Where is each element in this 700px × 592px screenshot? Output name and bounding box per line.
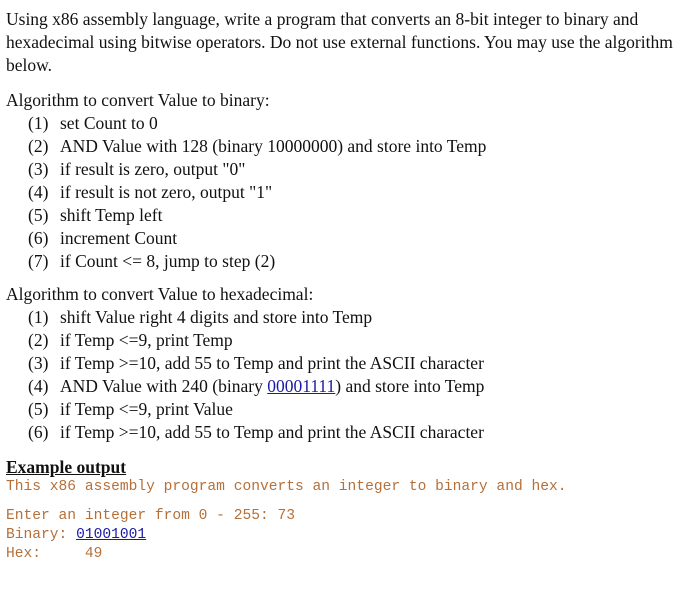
binary-algorithm <box>6 89 694 273</box>
list-item <box>28 135 694 158</box>
binary-label: Binary: <box>6 527 77 543</box>
step-number: (4) <box>28 376 49 396</box>
step-text: if result is zero, output "0" <box>60 159 246 179</box>
step-text: if Temp >=10, add 55 to Temp and print the ASCII character <box>60 353 484 373</box>
step-text-after: ) and store into Temp <box>335 376 485 396</box>
step-number: (1) <box>28 307 49 327</box>
document-page <box>6 8 694 564</box>
list-item <box>28 421 694 444</box>
list-item <box>28 158 694 181</box>
step-number: (2) <box>28 330 49 350</box>
step-text: if Count <= 8, jump to step (2) <box>60 251 276 271</box>
example-output-section <box>6 456 694 564</box>
step-number: (4) <box>28 182 49 202</box>
list-item <box>28 352 694 375</box>
step-number: (6) <box>28 422 49 442</box>
hex-steps-list <box>6 306 694 444</box>
list-item <box>28 227 694 250</box>
list-item <box>28 329 694 352</box>
list-item <box>28 112 694 135</box>
hex-algorithm <box>6 283 694 444</box>
step-text: if Temp >=10, add 55 to Temp and print the ASCII character <box>60 422 484 442</box>
step-text: AND Value with 128 (binary 10000000) and store into Temp <box>60 136 487 156</box>
step-number: (1) <box>28 113 49 133</box>
step-number: (3) <box>28 159 49 179</box>
step-text: increment Count <box>60 228 178 248</box>
hex-label: Hex: <box>6 546 85 562</box>
example-prompt-line: Enter an integer from 0 - 255: 73 <box>6 508 296 524</box>
list-item <box>28 375 694 398</box>
intro-paragraph: Using x86 assembly language, write a program that converts an 8-bit integer to binary and hexadecimal using bitwise operators. Do not use external functions. You may use the algorithm below. <box>6 9 673 75</box>
example-output-heading: Example output <box>6 457 127 477</box>
step-text: if Temp <=9, print Temp <box>60 330 233 350</box>
example-binary-line <box>6 526 694 545</box>
example-hex-line <box>6 545 694 564</box>
list-item <box>28 398 694 421</box>
example-description: This x86 assembly program converts an integer to binary and hex. <box>6 479 567 495</box>
step-text: if Temp <=9, print Value <box>60 399 233 419</box>
list-item <box>28 204 694 227</box>
step-number: (3) <box>28 353 49 373</box>
hex-algorithm-title: Algorithm to convert Value to hexadecimal: <box>6 284 314 304</box>
step-number: (2) <box>28 136 49 156</box>
step-number: (5) <box>28 399 49 419</box>
step-text-before: AND Value with 240 (binary <box>60 376 268 396</box>
step-text: if result is not zero, output "1" <box>60 182 273 202</box>
step-number: (5) <box>28 205 49 225</box>
binary-mask-link[interactable]: 00001111 <box>267 376 336 396</box>
step-text: shift Value right 4 digits and store into Temp <box>60 307 373 327</box>
list-item <box>28 250 694 273</box>
list-item <box>28 306 694 329</box>
step-number: (7) <box>28 251 49 271</box>
hex-value: 49 <box>84 546 103 562</box>
step-text: shift Temp left <box>60 205 163 225</box>
binary-value-link[interactable]: 01001001 <box>76 527 147 543</box>
binary-algorithm-title: Algorithm to convert Value to binary: <box>6 90 270 110</box>
binary-steps-list <box>6 112 694 273</box>
list-item <box>28 181 694 204</box>
step-number: (6) <box>28 228 49 248</box>
step-text: set Count to 0 <box>60 113 158 133</box>
